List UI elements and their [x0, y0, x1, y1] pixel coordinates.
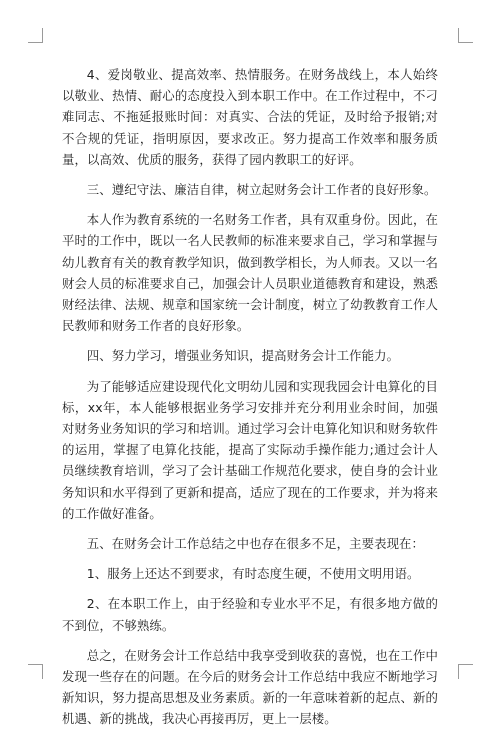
document-body	[62, 64, 438, 739]
list-item-service: 1、服务上还达不到要求，有时态度生硬，不使用文明用语。	[86, 566, 420, 582]
crop-mark-bottom-right	[458, 664, 473, 679]
paragraph-computerization: 为了能够适应建设现代化文明幼儿园和实现我园会计电算化的目标，xx年，本人能够根据业务学习安排并充分利用业余时间，加强对财务业务知识的学习和培训。通过学习会计电算化知识和财务软件的运用，掌握了电算化技能，提高了实际动手操作能力;通过会计人员继续教育培训，学习了会计基础工作规范化要求，使自身的会计业务知识和水平得到了更新和提高，适应了现在的工作要求，并为将来的工作做好准备。	[62, 378, 438, 521]
list-item-experience: 2、在本职工作上，由于经验和专业水平不足，有很多地方做的不到位，不够熟练。	[62, 596, 438, 633]
paragraph-dedication: 4、爱岗敬业、提高效率、热情服务。在财务战线上，本人始终以敬业、热情、耐心的态度投入到本职工作中。在工作过程中，不刁难同志、不拖延报账时间：对真实、合法的凭证，及时给予报销;对不合规的凭证，指明原因，要求改正。努力提高工作效率和服务质量，以高效、优质的服务，获得了园内教职工的好评。	[62, 67, 438, 167]
paragraph-dual-identity: 本人作为教育系统的一名财务工作者，具有双重身份。因此，在平时的工作中，既以一名人民教师的标准来要求自己，学习和掌握与幼儿教育有关的教育教学知识，做到教学相长，为人师表。又以一名财会人员的标准要求自己，加强会计人员职业道德教育和建设，熟悉财经法律、法规、规章和国家统一会计制度，树立了幼教教育工作人民教师和财务工作者的良好形象。	[62, 212, 438, 334]
heading-discipline: 三、遵纪守法、廉洁自律，树立起财务会计工作者的良好形象。	[86, 182, 437, 198]
heading-study: 四、努力学习，增强业务知识，提高财务会计工作能力。	[86, 348, 400, 364]
paragraph-conclusion: 总之，在财务会计工作总结中我享受到收获的喜悦，也在工作中发现一些存在的问题。在今后的财务会计工作总结中我应不断地学习新知识，努力提高思想及业务素质。新的一年意味着新的起点、新的机遇、新的挑战，我决心再接再厉，更上一层楼。	[62, 647, 438, 727]
crop-mark-top-right	[458, 28, 473, 43]
crop-mark-top-left	[28, 28, 43, 43]
heading-shortcomings: 五、在财务会计工作总结之中也存在很多不足，主要表现在：	[86, 536, 425, 552]
crop-mark-bottom-left	[28, 664, 43, 679]
